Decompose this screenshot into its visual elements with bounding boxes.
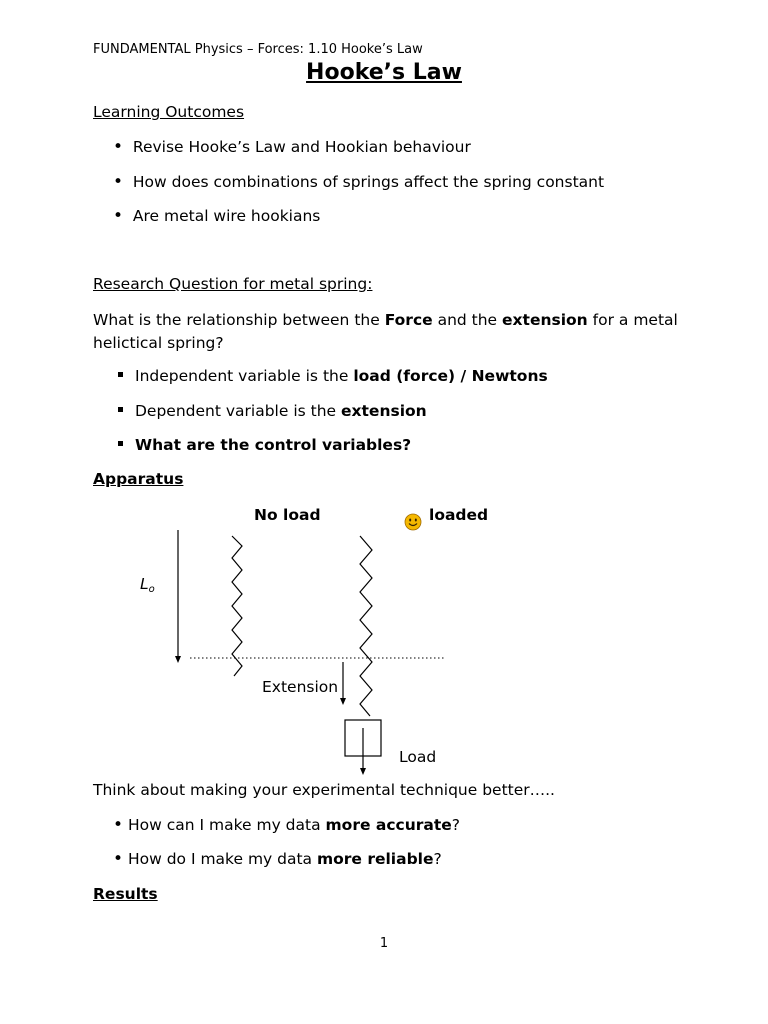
extension-label: Extension <box>262 678 339 696</box>
control-text: What are the control variables? <box>135 436 412 454</box>
outcome-item-1: • Revise Hooke’s Law and Hookian behaviour <box>113 137 471 157</box>
tech2-text: How do I make my data <box>127 850 317 868</box>
rq-part2: and the <box>432 311 503 329</box>
no-load-label: No load <box>254 506 321 524</box>
dep-bold: extension <box>341 402 427 420</box>
research-question-heading: Research Question for metal spring: <box>93 275 373 293</box>
control-variables-item <box>118 436 411 454</box>
document-header: FUNDAMENTAL Physics – Forces: 1.10 Hooke’s Law <box>93 42 423 57</box>
outcome-item-1-text: Revise Hooke’s Law and Hookian behaviour <box>132 138 471 156</box>
l0-label: Lo <box>140 575 155 595</box>
spring-apparatus-diagram <box>0 500 768 785</box>
outcome-item-3-text: Are metal wire hookians <box>132 207 321 225</box>
rq-extension: extension <box>502 311 588 329</box>
tech2-bold: more reliable <box>316 850 434 868</box>
tech1-end: ? <box>451 816 460 834</box>
rq-force: Force <box>384 311 433 329</box>
learning-outcomes-heading: Learning Outcomes <box>93 103 245 121</box>
dependent-variable-item <box>118 402 427 420</box>
rq-part3: for a metal helictical spring? <box>93 311 678 352</box>
load-label: Load <box>399 748 437 766</box>
outcome-item-2-text: How does combinations of springs affect the spring constant <box>132 173 605 191</box>
spring-loaded <box>360 536 372 716</box>
spring-unloaded <box>232 536 242 676</box>
ind-text: Independent variable is the <box>135 367 354 385</box>
results-heading: Results <box>93 885 158 903</box>
technique-intro: Think about making your experimental technique better….. <box>93 781 555 799</box>
extension-arrow-head <box>340 698 346 705</box>
outcome-item-3: • Are metal wire hookians <box>113 206 321 226</box>
tech2-end: ? <box>433 850 442 868</box>
tech1-bold: more accurate <box>325 816 452 834</box>
ind-bold: load (force) / Newtons <box>353 367 548 385</box>
load-arrow-head <box>360 768 366 775</box>
dep-text: Dependent variable is the <box>135 402 342 420</box>
loaded-label: loaded <box>429 506 489 524</box>
page-title: Hooke’s Law <box>306 60 462 85</box>
smiley-face-icon <box>404 513 422 531</box>
research-question-text <box>93 309 693 355</box>
l0-arrow-head <box>175 656 181 663</box>
technique-item-2: • How do I make my data more reliable? <box>113 849 442 869</box>
tech1-text: How can I make my data <box>127 816 326 834</box>
technique-item-1: • How can I make my data more accurate? <box>113 815 460 835</box>
rq-part1: What is the relationship between the <box>93 311 385 329</box>
outcome-item-2: • How does combinations of springs affect the spring constant <box>113 172 605 192</box>
apparatus-heading: Apparatus <box>93 470 184 488</box>
page-number: 1 <box>379 936 389 951</box>
independent-variable-item <box>118 367 548 385</box>
